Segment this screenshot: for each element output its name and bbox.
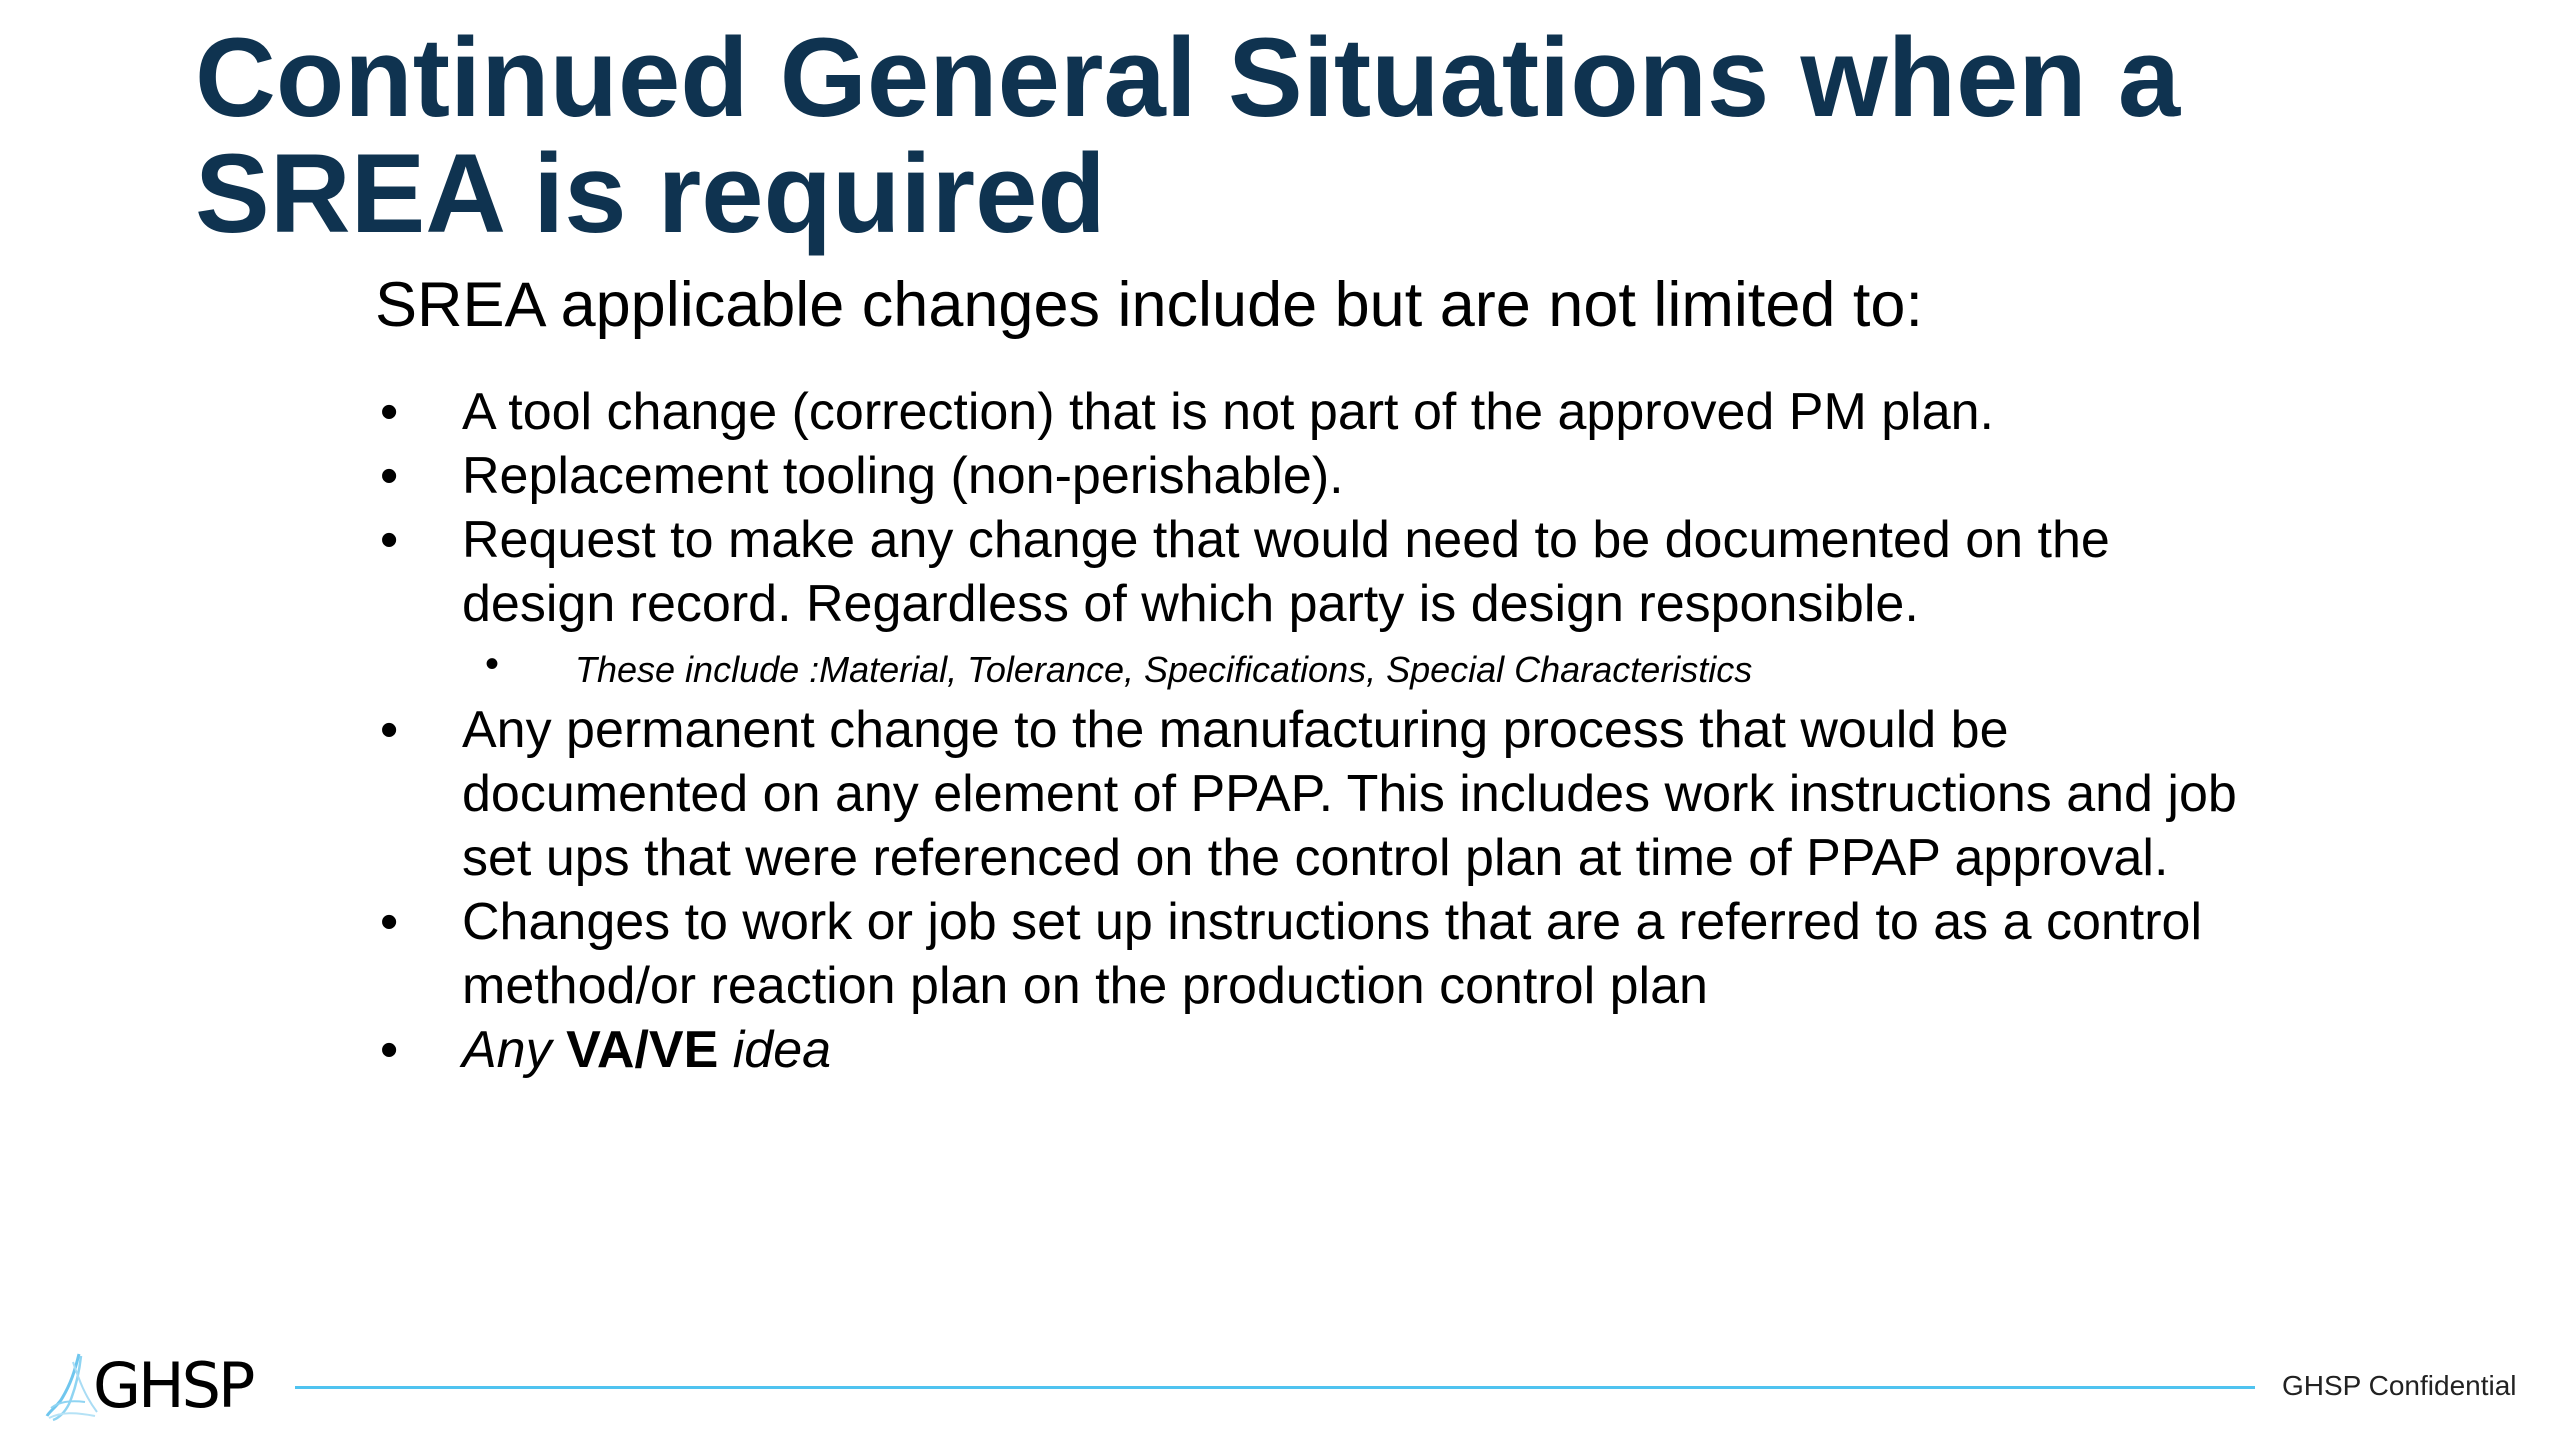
bullet-marker: • bbox=[380, 383, 399, 441]
bullet-list bbox=[380, 380, 2380, 1082]
bullet-text: Request to make any change that would need to be documented on the bbox=[462, 511, 2110, 569]
bullet-text: Any permanent change to the manufacturing process that would be bbox=[462, 701, 2009, 759]
slide-title-line-2: SREA is required bbox=[195, 131, 1106, 256]
bullet-text: Replacement tooling (non-perishable). bbox=[462, 447, 1344, 505]
va-ve-post: idea bbox=[732, 1021, 832, 1079]
bullet-item bbox=[380, 890, 2380, 1018]
bullet-text: method/or reaction plan on the production control plan bbox=[462, 957, 1708, 1015]
sub-bullet-marker: • bbox=[485, 642, 500, 686]
bullet-marker: • bbox=[380, 447, 399, 505]
bullet-text: set ups that were referenced on the control plan at time of PPAP approval. bbox=[462, 829, 2169, 887]
bullet-text: documented on any element of PPAP. This includes work instructions and job bbox=[462, 765, 2237, 823]
bullet-item-va-ve bbox=[380, 1018, 2380, 1082]
bullet-text: A tool change (correction) that is not part of the approved PM plan. bbox=[462, 383, 1994, 441]
slide-title bbox=[195, 15, 2495, 256]
slide-subtitle: SREA applicable changes include but are not limited to: bbox=[375, 270, 1923, 340]
bullet-text-va-ve bbox=[462, 1018, 2380, 1082]
footer-divider bbox=[295, 1386, 2255, 1389]
va-ve-bold: VA/VE bbox=[566, 1021, 719, 1079]
bullet-marker: • bbox=[380, 511, 399, 569]
bullet-marker: • bbox=[380, 893, 399, 951]
ghsp-logo-text: GHSP bbox=[93, 1349, 253, 1422]
bullet-item bbox=[380, 444, 2380, 508]
bullet-text: design record. Regardless of which party is design responsible. bbox=[462, 575, 1919, 633]
slide-title-line-1: Continued General Situations when a bbox=[195, 15, 2181, 140]
bullet-marker: • bbox=[380, 1021, 399, 1079]
bullet-item bbox=[380, 380, 2380, 444]
sub-bullet-item bbox=[380, 642, 2380, 698]
bullet-item bbox=[380, 508, 2380, 636]
bullet-marker: • bbox=[380, 701, 399, 759]
sub-bullet-text: These include :Material, Tolerance, Specifications, Special Characteristics bbox=[575, 649, 1753, 690]
ghsp-logo bbox=[45, 1350, 280, 1422]
confidential-label: GHSP Confidential bbox=[2282, 1370, 2517, 1401]
bullet-item bbox=[380, 698, 2380, 890]
bullet-text: Changes to work or job set up instructions that are a referred to as a control bbox=[462, 893, 2203, 951]
va-ve-pre: Any bbox=[462, 1021, 552, 1079]
